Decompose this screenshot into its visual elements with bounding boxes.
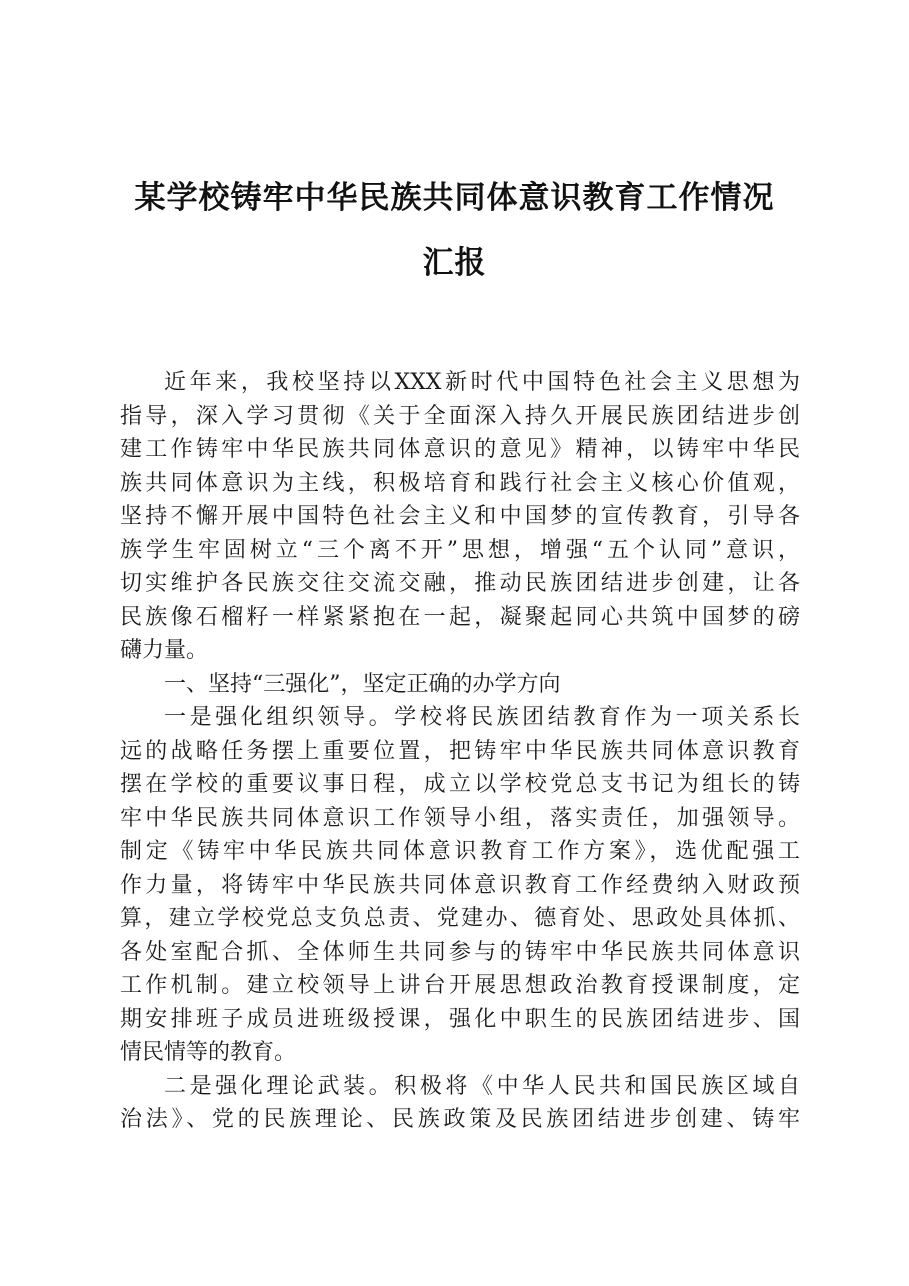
body-line: 近年来，我校坚持以XXX新时代中国特色社会主义思想为 xyxy=(164,370,800,395)
document-title-line-2: 汇报 xyxy=(422,245,487,281)
body-line: 一是强化组织领导。学校将民族团结教育作为一项关系长 xyxy=(164,705,800,730)
document-title-line-1: 某学校铸牢中华民族共同体意识教育工作情况 xyxy=(134,180,775,216)
body-line: 切实维护各民族交往交流交融，推动民族团结进步创建，让各 xyxy=(120,571,800,596)
section-heading: 一、坚持“三强化”，坚定正确的办学方向 xyxy=(164,671,561,697)
body-line: 远的战略任务摆上重要位置，把铸牢中华民族共同体意识教育 xyxy=(120,738,800,764)
body-line: 制定《铸牢中华民族共同体意识教育工作方案》，选优配强工 xyxy=(120,839,800,864)
body-line: 治法》、党的民族理论、民族政策及民族团结进步创建、铸牢 xyxy=(120,1107,800,1132)
body-line: 指导，深入学习贯彻《关于全面深入持久开展民族团结进步创 xyxy=(120,403,800,429)
document-body xyxy=(120,366,800,1137)
body-line: 建工作铸牢中华民族共同体意识的意见》精神，以铸牢中华民 xyxy=(120,437,800,462)
body-line: 二是强化理论武装。积极将《中华人民共和国民族区域自 xyxy=(164,1073,800,1099)
body-line: 工作机制。建立校领导上讲台开展思想政治教育授课制度，定 xyxy=(120,973,800,998)
body-line: 坚持不懈开展中国特色社会主义和中国梦的宣传教育，引导各 xyxy=(120,504,800,529)
body-line: 作力量，将铸牢中华民族共同体意识教育工作经费纳入财政预 xyxy=(120,872,800,898)
body-line: 族共同体意识为主线，积极培育和践行社会主义核心价值观， xyxy=(120,470,800,496)
body-line: 情民情等的教育。 xyxy=(120,1040,297,1065)
body-line: 牢中华民族共同体意识工作领导小组，落实责任，加强领导。 xyxy=(120,805,800,831)
body-line: 摆在学校的重要议事日程，成立以学校党总支书记为组长的铸 xyxy=(120,772,800,797)
body-line: 民族像石榴籽一样紧紧抱在一起，凝聚起同心共筑中国梦的磅 xyxy=(120,604,800,630)
body-line: 族学生牢固树立“三个离不开”思想，增强“五个认同”意识， xyxy=(120,537,800,563)
body-line: 期安排班子成员进班级授课，强化中职生的民族团结进步、国 xyxy=(120,1006,800,1032)
body-line: 礴力量。 xyxy=(120,638,209,663)
body-line: 各处室配合抓、全体师生共同参与的铸牢中华民族共同体意识 xyxy=(120,939,800,965)
body-line: 算，建立学校党总支负总责、党建办、德育处、思政处具体抓、 xyxy=(120,906,800,931)
